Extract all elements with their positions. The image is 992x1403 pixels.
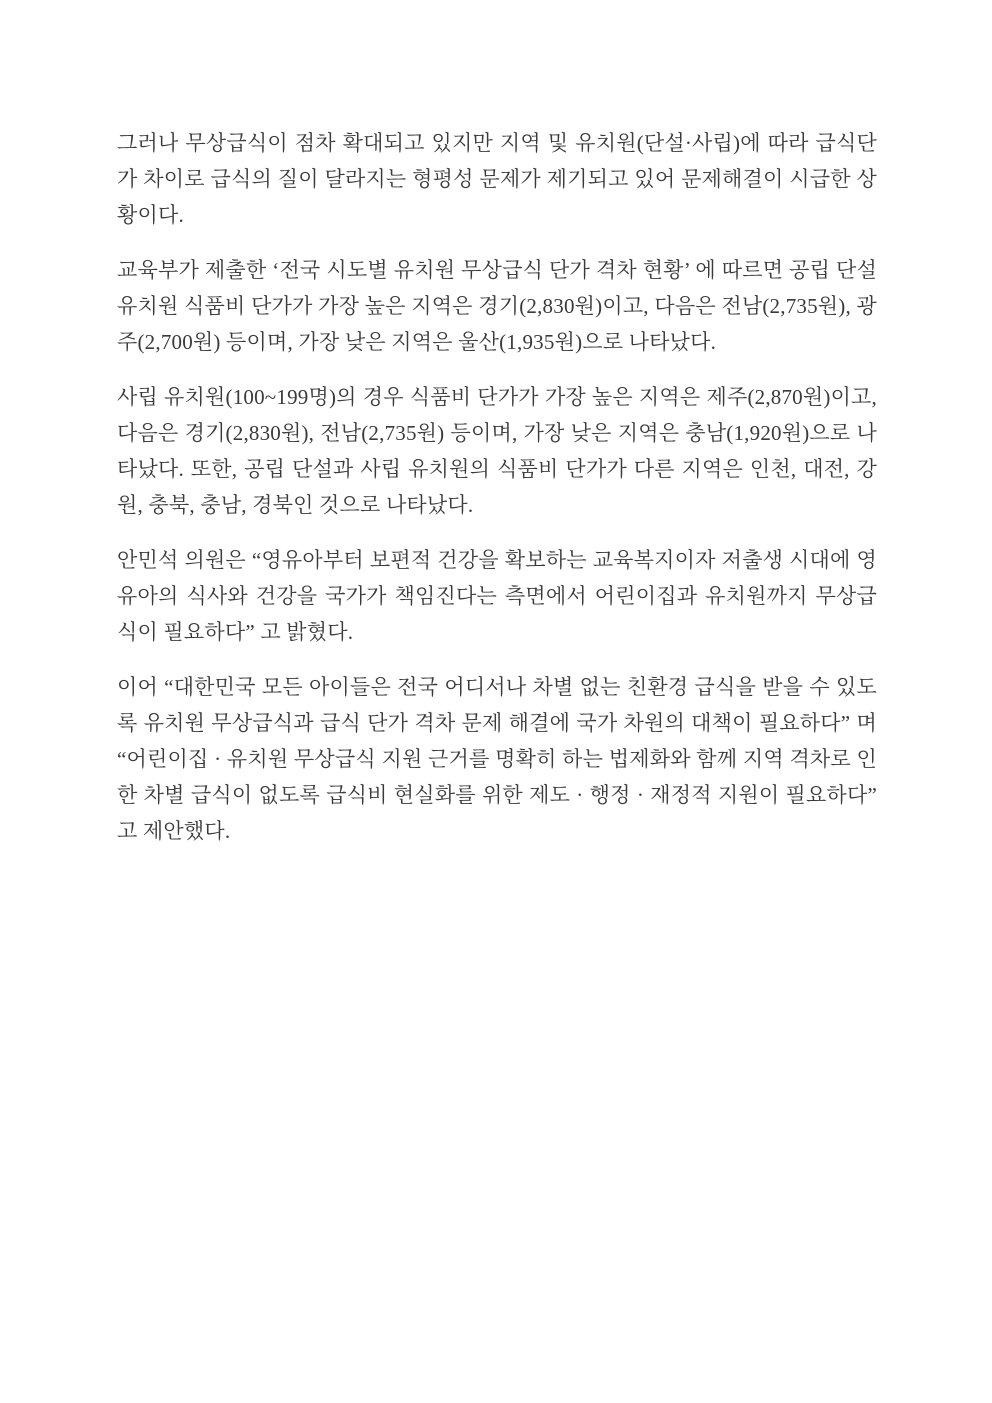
document-body [117,125,877,849]
paragraph-policy-proposal: 이어 “대한민국 모든 아이들은 전국 어디서나 차별 없는 친환경 급식을 받을 수 있도록 유치원 무상급식과 급식 단가 격차 문제 해결에 국가 차원의 대책이 필요하다” 며 “어린이집 · 유치원 무상급식 지원 근거를 명확히 하는 법제화와 함께 지역 격차로 인한 차별 급식이 없도록 급식비 현실화를 위한 제도 · 행정 · 재정적 지원이 필요하다” 고 제안했다. [117,675,877,843]
paragraph-private-kindergarten-costs: 사립 유치원(100~199명)의 경우 식품비 단가가 가장 높은 지역은 제주(2,870원)이고, 다음은 경기(2,830원), 전남(2,735원) 등이며, 가장 낮은 지역은 충남(1,920원)으로 나타났다. 또한, 공립 단설과 사립 유치원의 식품비 단가가 다른 지역은 인천, 대전, 강원, 충북, 충남, 경북인 것으로 나타났다. [117,385,877,517]
paragraph-public-kindergarten-costs: 교육부가 제출한 ‘전국 시도별 유치원 무상급식 단가 격차 현황’ 에 따르면 공립 단설 유치원 식품비 단가가 가장 높은 지역은 경기(2,830원)이고, 다음은 전남(2,735원), 광주(2,700원) 등이며, 가장 낮은 지역은 울산(1,935원)으로 나타났다. [117,258,877,354]
paragraph-funding-gap-issue: 그러나 무상급식이 점차 확대되고 있지만 지역 및 유치원(단설·사립)에 따라 급식단가 차이로 급식의 질이 달라지는 형평성 문제가 제기되고 있어 문제해결이 시급한 상황이다. [117,131,877,227]
paragraph-ahn-minseok-statement: 안민석 의원은 “영유아부터 보편적 건강을 확보하는 교육복지이자 저출생 시대에 영유아의 식사와 건강을 국가가 책임진다는 측면에서 어린이집과 유치원까지 무상급식이 필요하다” 고 밝혔다. [117,548,877,644]
